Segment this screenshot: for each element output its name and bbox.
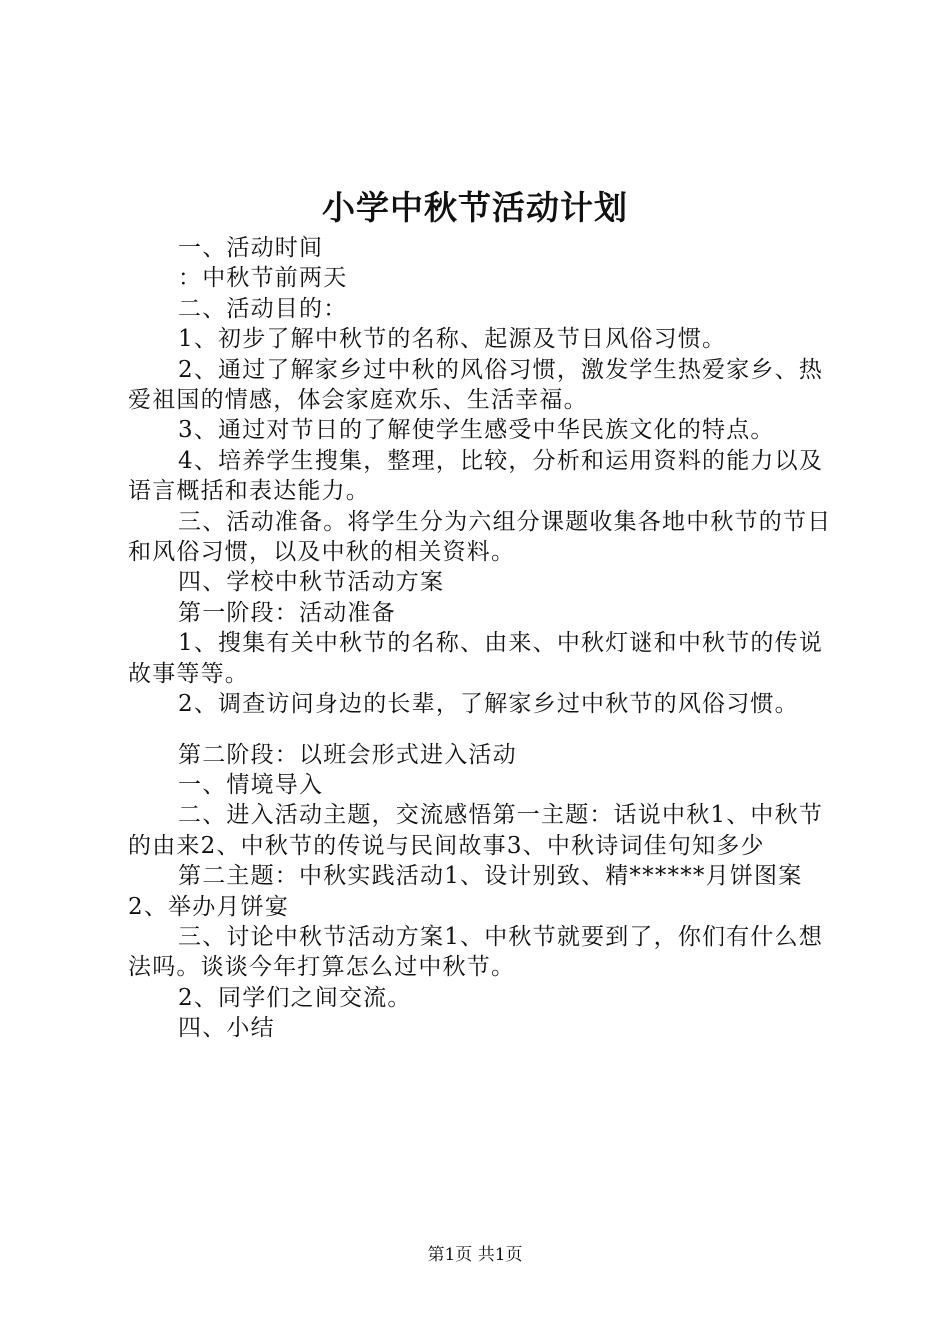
- paragraph: 2、同学们之间交流。: [178, 984, 412, 1011]
- paragraph: 三、讨论中秋节活动方案1、中秋节就要到了，你们有什么想法吗。谈谈今年打算怎么过中秋节。: [128, 923, 824, 981]
- paragraph: 第二阶段：以班会形式进入活动: [178, 741, 517, 768]
- paragraph: 4、培养学生搜集，整理，比较，分析和运用资料的能力以及语言概括和表达能力。: [128, 447, 824, 505]
- paragraph: 四、小结: [178, 1015, 275, 1042]
- document-title: 小学中秋节活动计划: [322, 188, 628, 227]
- paragraph: 2、通过了解家乡过中秋的风俗习惯，激发学生热爱家乡、热爱祖国的情感，体会家庭欢乐、生活幸福。: [128, 356, 824, 414]
- paragraph: ：中秋节前两天: [178, 265, 348, 292]
- paragraph: 一、情境导入: [178, 771, 324, 798]
- paragraph: 第一阶段：活动准备: [178, 599, 396, 626]
- document-body: [128, 233, 834, 1044]
- paragraph: 2、调查访问身边的长辈，了解家乡过中秋节的风俗习惯。: [178, 691, 799, 718]
- paragraph: 二、进入活动主题，交流感悟第一主题：话说中秋1、中秋节的由来2、中秋节的传说与民间故事3、中秋诗词佳句知多少: [128, 802, 824, 859]
- paragraph: 3、通过对节日的了解使学生感受中华民族文化的特点。: [178, 417, 775, 444]
- paragraph: 三、活动准备。将学生分为六组分课题收集各地中秋节的节日和风俗习惯，以及中秋的相关资料。: [128, 508, 832, 566]
- paragraph: 1、搜集有关中秋节的名称、由来、中秋灯谜和中秋节的传说故事等等。: [128, 630, 824, 687]
- paragraph: 四、学校中秋节活动方案: [178, 569, 445, 596]
- page-footer: 第1页 共1页: [427, 1245, 523, 1265]
- paragraph: 一、活动时间: [178, 235, 324, 261]
- paragraph: 二、活动目的：: [178, 295, 348, 322]
- paragraph: 第二主题：中秋实践活动1、设计别致、精******月饼图案2、举办月饼宴: [128, 863, 803, 920]
- paragraph: 1、初步了解中秋节的名称、起源及节日风俗习惯。: [178, 326, 727, 353]
